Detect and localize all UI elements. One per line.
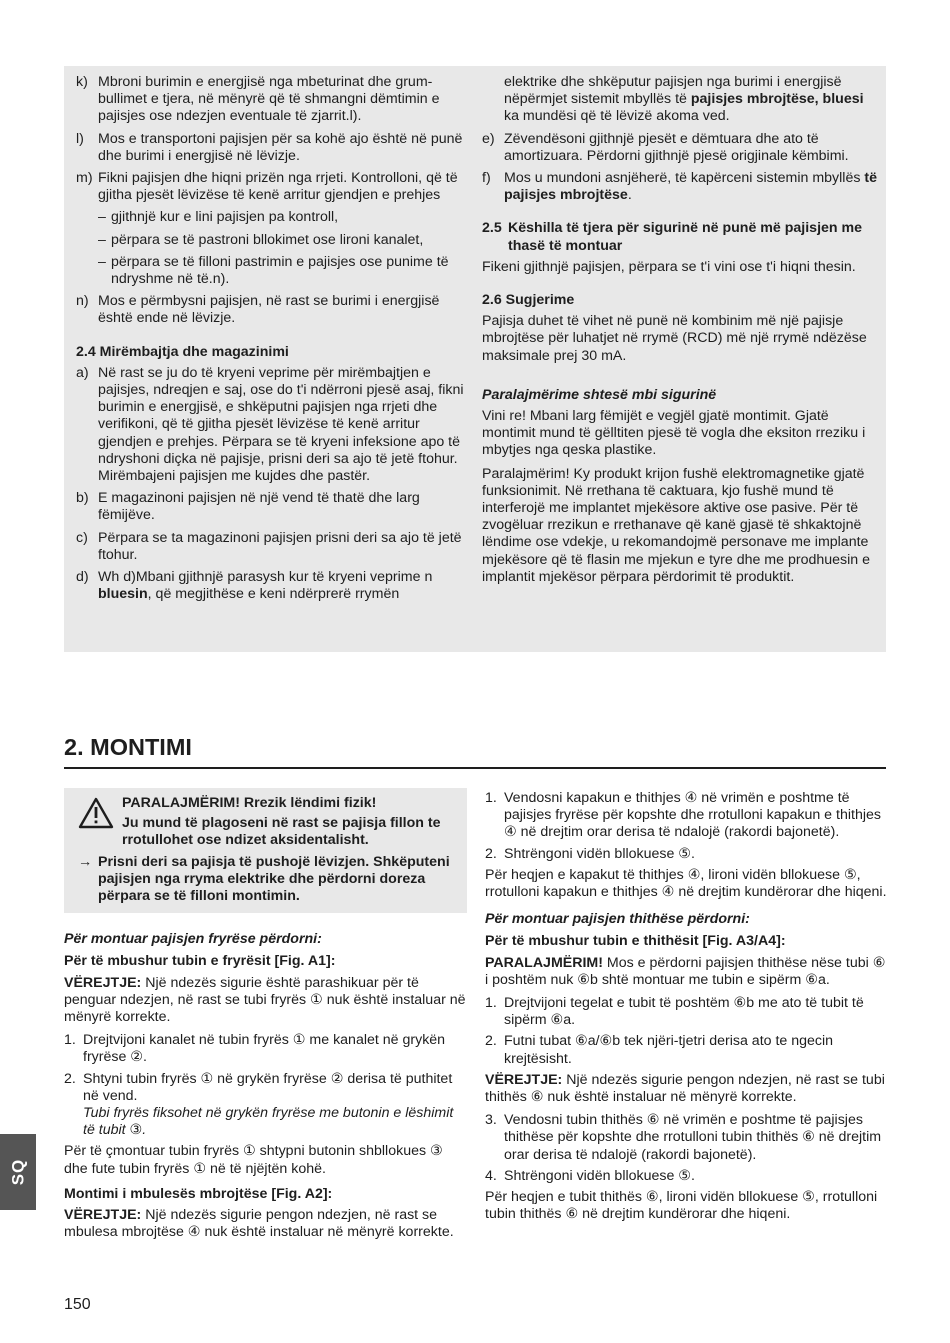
language-code: SQ <box>8 1158 28 1186</box>
list-item-c <box>76 530 468 564</box>
list-marker: f) <box>482 170 491 187</box>
bold-run: të pajisjes mbrojtëse <box>504 170 877 204</box>
warning-text: Mos e përdorni pajisjen thithëse nëse tubi ⑥ i poshtëm nuk ⑥b shtë montuar me tubin e sipërm ⑥a. <box>485 954 886 988</box>
language-tab <box>0 1134 36 1210</box>
list-item-e <box>482 131 877 165</box>
list-marker: c) <box>76 529 88 546</box>
warning-action <box>78 854 453 906</box>
list-item-m <box>76 170 468 204</box>
list-item-b <box>76 490 468 524</box>
list-item-f <box>482 170 877 204</box>
list-marker: n) <box>76 293 89 310</box>
step-number: 2. <box>485 845 497 862</box>
assembly-right-column <box>485 790 887 1229</box>
section-title: 2. MONTIMI <box>64 734 192 760</box>
list-text: E magazinoni pajisjen në një vend të thatë dhe larg fëmijëve. <box>98 490 420 524</box>
warning-title: PARALAJMËRIM! Rrezik lëndimi fizik! <box>122 795 377 811</box>
note-text: Një ndezës sigurie pengon ndezjen, në rast se mbulesa mbrojtëse ④ nuk është instaluar në mënyrë korrekte. <box>64 1207 454 1241</box>
step-text: Shtrëngoni vidën bllokuese ⑤. <box>504 845 695 862</box>
step-text: Drejtvijoni tegelat e tubit të poshtëm ⑥b me ato të tubit të sipërm ⑥a. <box>504 995 864 1029</box>
warning-action-text: Prisni deri sa pajisja të pushojë lëvizjen. Shkëputeni pajisjen nga rryma elektrike dhe përdorni doreza përpara se të filloni montimin. <box>98 853 450 905</box>
step-item <box>64 1032 467 1066</box>
text-run: elektrike dhe shkëputur pajisjen nga burimi i energjisë nëpërmjet sistemit mbyllës të <box>504 74 842 108</box>
list-text <box>504 170 877 203</box>
assembly-left-column <box>64 788 467 1247</box>
paragraph-remove-tube: Për të çmontuar tubin fryrës ① shtypni butonin shbllokues ③ dhe fute tubin fryrës ① në të njëjtën kohë. <box>64 1143 443 1177</box>
step-text: Vendosni tubin thithës ⑥ në vrimën e poshtme të pajisjes thithëse për kopshte dhe rrotulloni tubin thithës ⑥ në drejtim orar derisa të ndalojë (rakordi bajonetë). <box>504 1112 882 1163</box>
step-text: Drejtvijoni kanalet në tubin fryrës ① me kanalet në grykën fryrëse ②. <box>83 1032 446 1066</box>
text-run: . <box>627 187 632 204</box>
step-number: 3. <box>485 1112 497 1129</box>
section-divider <box>64 767 886 769</box>
warning-box <box>64 788 467 913</box>
list-item-n <box>76 293 468 327</box>
step-number: 1. <box>485 995 497 1012</box>
safety-instructions-box <box>64 66 886 652</box>
paragraph-children-warning: Vini re! Mbani larg fëmijët e vegjël gjatë montimit. Gjatë montimit mund të gëlltiten pjesë të vogla dhe eksiton rreziku i mbytjes nga qeska plastike. <box>482 408 866 459</box>
list-text: Përpara se ta magazinoni pajisjen prisni deri sa ajo të jetë ftohur. <box>98 529 462 563</box>
heading-text: Këshilla të tjera për sigurinë në punë më pajisjen me thasë të montuar <box>508 220 863 254</box>
list-text: Mos e transportoni pajisjen për sa kohë ajo është në punë dhe burimi i energjisë në lëvizje. <box>98 130 463 164</box>
list-marker: b) <box>76 490 89 507</box>
list-marker: k) <box>76 74 88 90</box>
heading-fig-a1: Për të mbushur tubin e fryrësit [Fig. A1]: <box>64 953 336 970</box>
step-item <box>64 1071 467 1140</box>
note-label: VËREJTJE: <box>64 1207 142 1224</box>
list-item-d-continued <box>482 74 877 126</box>
warning-label: PARALAJMËRIM! <box>485 954 603 971</box>
paragraph-emf-warning: Paralajmërim! Ky produkt krijon fushë elektromagnetike gjatë funksionimit. Në rrethana të caktuara, kjo fushë mund të interferojë me implantet mjekësore aktive ose pasive. Për të zvogëluar rrezikun e rrethanave që kanë gjasë të shkaktojnë lëndime ose vdekje, u rekomandojmë personave me implante mjekësore që të flasin me mjekun e tyre dhe me prodhuesin e implantit mjekësor përpara përdorimit të produktit. <box>482 465 870 585</box>
note-label: VËREJTJE: <box>485 1071 563 1088</box>
step-text: Shtrëngoni vidën bllokuese ⑤. <box>504 1167 695 1184</box>
paragraph-2-5: Fikeni gjithnjë pajisjen, përpara se t'i vini ose t'i hiqni thesin. <box>482 258 856 275</box>
note-text: Një ndezës sigurie pengon ndezjen, në rast se tubi thithës ⑥ nuk është instaluar në mënyrë korrekte. <box>485 1071 885 1106</box>
step-number: 2. <box>485 1033 497 1050</box>
step-item <box>485 1168 887 1185</box>
warning-paragraph <box>485 955 887 989</box>
heading-fig-a2: Montimi i mbulesës mbrojtëse [Fig. A2]: <box>64 1185 333 1202</box>
list-text <box>98 569 432 602</box>
step-item <box>485 1112 887 1164</box>
page-number: 150 <box>64 1296 91 1313</box>
list-text: Në rast se ju do të kryeni veprime për mirëmbajtjen e pajisjes, ndreqjen e saj, ose do t'i ndërroni pjesë asaj, fikni burimin e energjisë, e shkëputni pajisjen nga rrjeti dhe verifikoni, që të gjitha pjesët lëvizëse të kenë arritur gjendjen e prehjes. Përpara se të kryeni infeksione apo të ndryshoni diçka në pajisje, prisni deri sa ajo të jetë ftohur. Mirëmbajeni pajisjen me kujdes dhe pastër. <box>98 364 464 485</box>
note-paragraph <box>64 975 467 1027</box>
list-marker: e) <box>482 130 495 147</box>
text-run: ka mundësi që të lëvizë akoma ved. <box>504 108 730 125</box>
step-number: 1. <box>485 790 497 806</box>
text-run: , që megjithëse e keni ndërprerë rrymën <box>147 586 400 603</box>
safety-right-column <box>482 74 877 592</box>
step-item <box>485 1033 887 1067</box>
heading-blower-use: Për montuar pajisjen fryrëse përdorni: <box>64 931 322 948</box>
dash-item <box>76 254 468 288</box>
list-item-a <box>76 365 468 485</box>
step-number: 1. <box>64 1032 76 1049</box>
dash-item <box>76 209 468 226</box>
note-paragraph <box>64 1207 467 1241</box>
note-paragraph <box>485 1072 887 1106</box>
step-item <box>485 995 887 1029</box>
paragraph-remove-tube: Për heqjen e tubit thithës ⑥, lironi vidën bllokuese ⑤, rrotulloni tubin thithës ⑥ në drejtim kundërorar dhe hiqeni. <box>485 1189 878 1223</box>
list-marker: a) <box>76 364 89 381</box>
heading-fig-a3-a4: Për të mbushur tubin e thithësit [Fig. A3/A4]: <box>485 933 786 950</box>
note-label: VËREJTJE: <box>64 974 142 991</box>
warning-triangle-icon <box>78 797 114 829</box>
step-text: Shtyni tubin fryrës ① në grykën fryrëse ② derisa të puthitet në vend. <box>83 1070 453 1104</box>
step-note: Tubi fryrës fiksohet në grykën fryrëse me butonin e lëshimit të tubit ③. <box>83 1105 454 1139</box>
list-marker: l) <box>76 130 84 147</box>
bold-run: pajisjes mbrojtëse, bluesi <box>690 91 864 108</box>
list-text: Mos e përmbysni pajisjen, në rast se burimi i energjisë është ende në lëvizje. <box>98 293 440 327</box>
list-marker: d) <box>76 569 89 586</box>
note-text: Një ndezës sigurie është parashikuar për të penguar ndezjen, në rast se tubi fryrës ① nuk është instaluar në mënyrë korrekte. <box>64 974 466 1026</box>
heading-number: 2.5 <box>482 220 502 237</box>
heading-2-5 <box>482 220 877 254</box>
text-run: Wh d)Mbani gjithnjë parasysh kur të kryeni veprime n <box>98 569 433 586</box>
list-marker: m) <box>76 170 93 187</box>
dash-text: përpara se të filloni pastrimin e pajisjes ose punime të ndryshme në të.n). <box>111 253 449 288</box>
dash-marker: – <box>98 253 106 270</box>
heading-2-4: 2.4 Mirëmbajtja dhe magazinimi <box>76 343 289 360</box>
dash-marker: – <box>98 231 106 248</box>
list-item-l <box>76 131 468 165</box>
list-text: Zëvendësoni gjithnjë pjesët e dëmtuara dhe ato të amortizuara. Përdorni gjithnjë pjesë origjinale këmbimi. <box>504 130 849 164</box>
list-item-k <box>76 74 468 126</box>
step-item <box>485 846 887 863</box>
arrow-icon: → <box>78 853 93 870</box>
heading-vacuum-use: Për montuar pajisjen thithëse përdorni: <box>485 911 750 928</box>
warning-subtitle: Ju mund të plagoseni në rast se pajisja fillon te rrotullohet ose ndizet aksidentalisht. <box>122 815 441 849</box>
dash-text: gjithnjë kur e lini pajisjen pa kontroll, <box>111 209 339 226</box>
step-text: Futni tubat ⑥a/⑥b tek njëri-tjetri derisa ato te ngecin krejtësisht. <box>504 1033 834 1067</box>
step-item <box>485 790 887 842</box>
step-number: 4. <box>485 1167 497 1184</box>
dash-item <box>76 232 468 249</box>
list-text: Mbroni burimin e energjisë nga mbeturinat dhe grumbullimet e tjera, në mënyrë që të shmangni dëmtimin e pajisjes ose ndezjen eventuale të zjarrit.l). <box>98 74 440 125</box>
heading-2-6: 2.6 Sugjerime <box>482 292 575 309</box>
step-number: 2. <box>64 1070 76 1087</box>
step-text: Vendosni kapakun e thithjes ④ në vrimën e poshtme të pajisjes fryrëse për kopshte dhe rrotulloni kapakun e thithjes ④ në drejtim orar derisa të ndalojë (rakordi bajonetë). <box>504 790 881 841</box>
dash-marker: – <box>98 209 106 226</box>
bold-run: bluesin <box>98 586 148 603</box>
paragraph-remove-cap: Për heqjen e kapakut të thithjes ④, lironi vidën bllokuese ⑤, rrotulloni kapakun e thithjes ④ në drejtim kundërorar dhe hiqeni. <box>485 866 887 901</box>
text-run: Mos u mundoni asnjëherë, të kapërceni sistemin mbyllës <box>504 170 865 187</box>
dash-text: përpara se të pastroni bllokimet ose lironi kanalet, <box>111 231 424 248</box>
paragraph-2-6: Pajisja duhet të vihet në punë në kombinim më një pajisje mbrojtëse për luhatjet në rrymë (RCD) më një rrymë ndëzëse maksimale prej 30 mA. <box>482 313 867 364</box>
warning-header <box>78 795 453 850</box>
safety-left-column <box>76 74 468 608</box>
heading-additional-warnings: Paralajmërime shtesë mbi sigurinë <box>482 386 717 403</box>
list-item-d <box>76 569 468 603</box>
list-text: Fikni pajisjen dhe hiqni prizën nga rrjeti. Kontrolloni, që të gjitha pjesët lëvizëse të kenë arritur gjendjen e prehjes <box>98 170 458 204</box>
